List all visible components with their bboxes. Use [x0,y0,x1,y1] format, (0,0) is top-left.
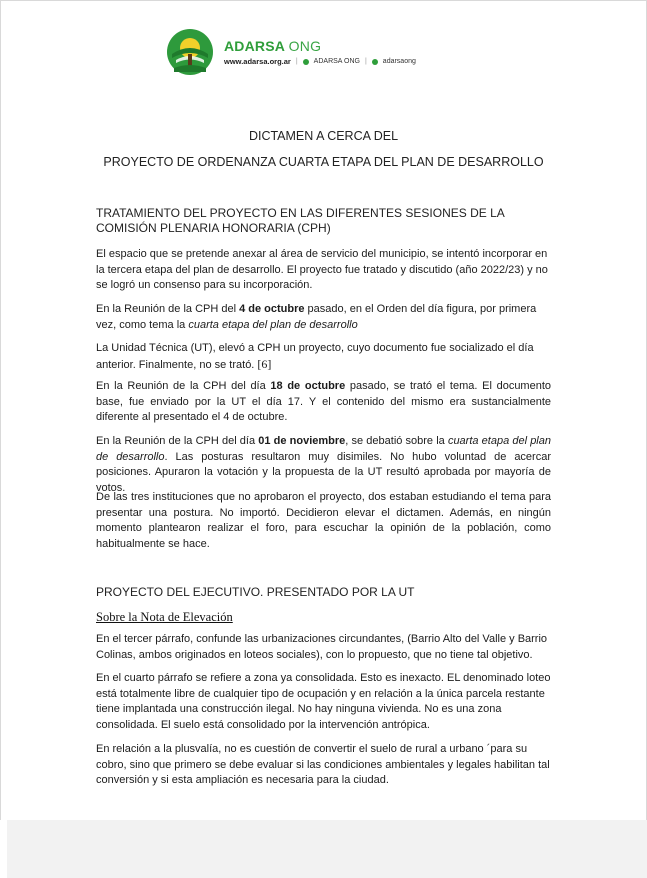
brand-name [224,38,416,54]
brand-contact-row [224,57,416,66]
facebook-icon [303,59,309,65]
p4-text-a: En la Reunión de la CPH del día [96,380,271,392]
brand-suffix: ONG [288,38,322,54]
instagram-icon [372,59,378,65]
document-title-line1: DICTAMEN A CERCA DEL [248,129,399,143]
section2-subheading: Sobre la Nota de Elevación [96,610,233,624]
section2-heading: PROYECTO DEL EJECUTIVO. PRESENTADO POR LA UT [96,585,415,599]
p3-text: La Unidad Técnica (UT), elevó a CPH un proyecto, cuyo documento fue socializado el día anterior. Finalmente, no se trató. [96,342,534,371]
p2-emphasis: cuarta etapa del plan de desarrollo [188,318,358,331]
section1-paragraph-4 [96,379,551,426]
website-url[interactable]: www.adarsa.org.ar [224,57,291,66]
p5-text-c: , se debatió sobre la [345,435,448,447]
p5-emphasis: cuarta etapa del plan de desarrollo [96,435,551,463]
section1-paragraph-1: El espacio que se pretende anexar al área de servicio del municipio, se intentó incorporar en la tercera etapa del plan de desarrollo. El proyecto fue tratado y discutido (año 2022/23) y no se logró un consenso para su incorporación. [96,248,548,291]
section1-paragraph-6: De las tres instituciones que no aprobaron el proyecto, dos estaban estudiando el tema para presentar una postura. No importó. Decidieron elevar el dictamen. Además, en ningún momento plantearon realizar el foro, para escuchar la opinión de la población, como habitualmente se hace. [96,491,551,550]
p4-text-c: pasado, se trató el tema. El documento base, fue enviado por la UT el día 17. Y el contenido del mismo era sustancialmente diferente al presentado el 4 de octubre. [96,380,552,423]
section2-paragraph-2: En el cuarto párrafo se refiere a zona ya consolidada. Esto es inexacto. EL denominado loteo está totalmente libre de cualquier tipo de ocupación y en relación a la única parcela restante tiene implantada una construcción ilegal. No hay ninguna vivienda. No es una zona consolidada. El suelo está consolidado por la intervención antrópica. [96,672,551,731]
document-title-line2: PROYECTO DE ORDENANZA CUARTA ETAPA DEL PLAN DE DESARROLLO [103,155,544,169]
header-logo [166,28,416,76]
section2-paragraph-1: En el tercer párrafo, confunde las urbanizaciones circundantes, (Barrio Alto del Valle y Barrio Colinas, ambos originados en loteos sociales), con lo propuesto, que no tiene tal objetivo. [96,633,548,661]
viewer-background [0,820,647,878]
facebook-handle[interactable]: ADARSA ONG [313,58,360,65]
brand-label: ADARSA [224,38,285,54]
separator: | [364,58,367,65]
p5-text-a: En la Reunión de la CPH del día [96,435,259,447]
section1-paragraph-3 [96,341,551,373]
p2-text-a: En la Reunión de la CPH del [96,303,240,315]
p5-date: 01 de noviembre [258,435,346,447]
p2-text-c: pasado, en el Orden del día figura, por primera vez, como tema la [96,303,537,331]
p5-text-e: . Las posturas resultaron muy disimiles. No hubo voluntad de acercar posiciones. Apuraron la votación y la propuesta de la UT resultó aprobada por mayoría de votos. [96,450,551,494]
separator: | [295,58,298,65]
p2-date: 4 de octubre [239,303,305,315]
instagram-handle[interactable]: adarsaong [382,58,416,65]
section2-paragraph-3: En relación a la plusvalía, no es cuestión de convertir el suelo de rural a urbano ´para su cobro, sino que primero se debe evaluar si las condiciones ambientales y legales habilitan tal conversión y si esta ampliación es necesaria para la ciudad. [96,743,550,786]
section1-heading: TRATAMIENTO DEL PROYECTO EN LAS DIFERENTES SESIONES DE LA COMISIÓN PLENARIA HONORARIA (CPH) [96,206,505,235]
footnote-reference[interactable]: [6] [257,356,272,371]
section1-paragraph-5 [96,434,551,496]
p4-date: 18 de octubre [270,380,346,392]
tree-logo-icon [166,28,214,76]
section1-paragraph-2 [96,302,551,333]
